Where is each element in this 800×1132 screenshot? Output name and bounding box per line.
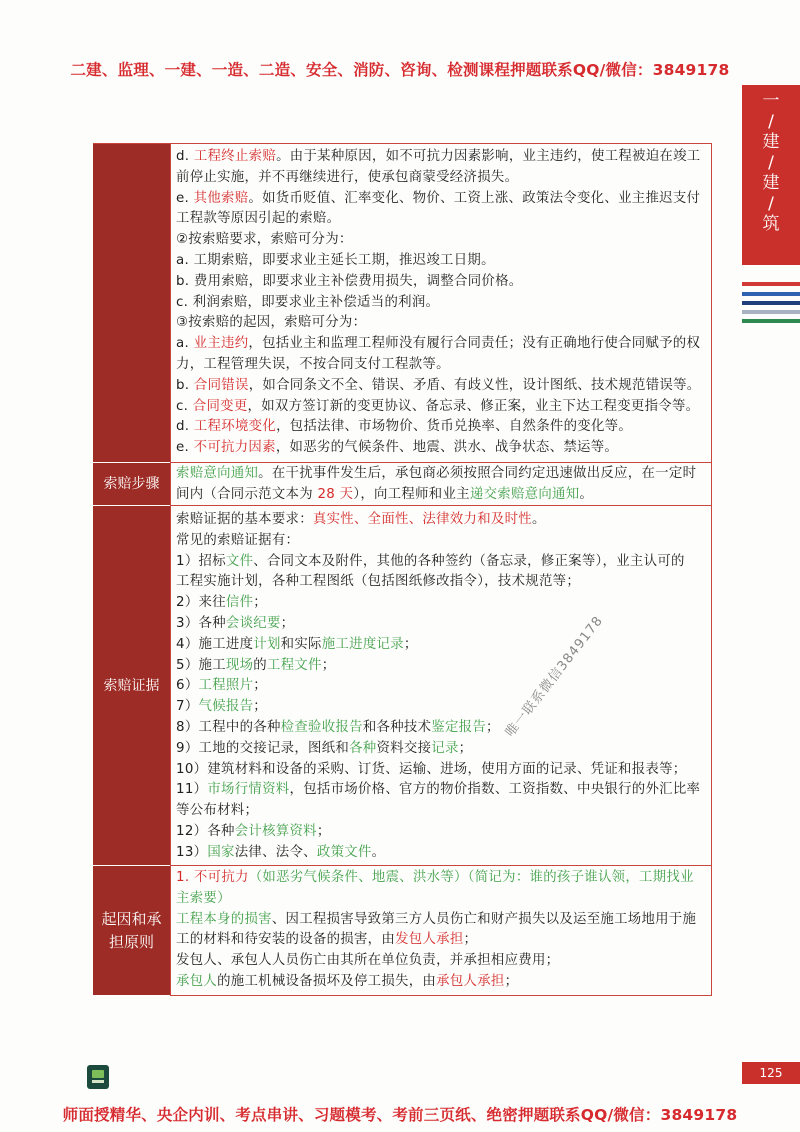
highlight-green-text: 承包人 [176, 973, 218, 989]
row-label-cell [93, 144, 170, 463]
body-text: ，如双方签订新的变更协议、备忘录、修正案，业主下达工程变更指令等。 [247, 398, 700, 414]
body-text: d. [176, 149, 194, 164]
text-line [176, 168, 709, 189]
highlight-green-text: 工程本身的损害 [176, 911, 272, 927]
highlight-red-text: 1. 不可抗力 [176, 870, 249, 885]
text-line [176, 972, 709, 993]
text-line [176, 313, 709, 334]
highlight-green-text: 计划 [253, 636, 281, 652]
body-text: 2）来往 [176, 595, 226, 611]
body-text: 1）招标 [176, 553, 226, 569]
body-text: 13） [176, 844, 208, 860]
body-text: c. 利润索赔，即要求业主补偿适当的利润。 [176, 294, 440, 310]
row-content-cell [170, 463, 712, 506]
body-text: 12）各种 [176, 823, 235, 839]
text-line [176, 676, 709, 697]
text-line [176, 417, 709, 438]
body-text: 3）各种 [176, 615, 226, 631]
body-text: ③按索赔的起因，索赔可分为： [176, 315, 367, 331]
text-line [176, 334, 709, 355]
highlight-green-text: 会谈纪要 [225, 615, 281, 631]
row-label-text: 起因和承 [101, 909, 162, 928]
body-text: 工的材料和待安装的设备的损害，由 [176, 932, 396, 948]
text-line [176, 209, 709, 230]
content-table [93, 143, 712, 996]
text-line [176, 230, 709, 251]
body-text: 法律、法令、 [234, 844, 317, 860]
row-content-cell [170, 144, 712, 463]
side-tab-char: 一 [762, 91, 780, 111]
text-line [176, 552, 709, 573]
side-tab-divider: / [768, 152, 774, 173]
highlight-red-text: 28 天 [317, 486, 354, 502]
highlight-red-text: 其他索赔 [193, 190, 249, 206]
highlight-green-text: 国家 [207, 844, 235, 860]
table-row [93, 506, 712, 866]
highlight-green-text: 递交索赔意向通知 [469, 486, 580, 502]
text-line [176, 718, 709, 739]
decor-stripe-grey [742, 310, 800, 314]
highlight-red-text: 合同错误 [193, 377, 249, 393]
text-line [176, 739, 709, 760]
text-line [176, 189, 709, 210]
body-text: ； [253, 595, 267, 611]
highlight-green-text: 各种 [349, 740, 377, 756]
body-text: 。 [579, 486, 594, 502]
text-line [176, 397, 709, 418]
highlight-green-text: 工程照片 [198, 678, 254, 694]
body-text: b. [176, 377, 194, 393]
body-text: ； [463, 932, 478, 948]
highlight-green-text: 工程文件 [267, 657, 322, 673]
highlight-green-text: 检查验收报告 [280, 719, 363, 735]
body-text: 、合同文本及附件，其他的各种签约（备忘录，修正案等），业主认可的 [253, 553, 685, 569]
body-text: 。在干扰事件发生后，承包商必须按照合同约定迅速做出反应，在一定时 [258, 466, 697, 481]
row-label-text: 担原则 [108, 932, 154, 951]
body-text: ，如恶劣的气候条件、地震、洪水、战争状态、禁运等。 [275, 440, 619, 456]
highlight-red-text: 不可抗力因素 [193, 440, 276, 456]
body-text: ； [280, 615, 295, 631]
text-line [176, 930, 709, 951]
body-text: 8）工程中的各种 [176, 719, 281, 735]
text-line [176, 780, 709, 801]
highlight-green-text: 市场行情资料 [207, 782, 290, 798]
text-line [176, 251, 709, 272]
body-text: 6） [176, 678, 199, 694]
row-content-cell [170, 506, 712, 866]
body-text: e. [176, 440, 194, 456]
side-tab-char: 建 [762, 173, 780, 193]
text-line [176, 593, 709, 614]
body-text: 。 [371, 844, 386, 860]
row-label-text: 索赔步骤 [103, 476, 160, 492]
text-line [176, 614, 709, 635]
highlight-green-text: 会计核算资料 [234, 823, 317, 839]
text-line [176, 889, 709, 910]
highlight-green-text: 现场 [225, 657, 254, 673]
row-label-cell [93, 866, 170, 996]
table-row [93, 463, 712, 506]
text-line [176, 656, 709, 677]
highlight-green-text: 政策文件 [316, 844, 372, 860]
text-line [176, 376, 709, 397]
body-text: ； [253, 699, 267, 715]
body-text: ，如合同条文不全、错误、矛盾、有歧义性，设计图纸、技术规范错误等。 [248, 377, 701, 393]
table-row [93, 866, 712, 996]
highlight-red-text: 工程环境变化 [193, 419, 277, 435]
watermark-text: 唯一联系微信3849178 [502, 613, 607, 740]
body-text: 7） [176, 699, 199, 715]
text-line [176, 635, 709, 656]
highlight-green-text: 鉴定报告 [431, 719, 487, 735]
body-text: 。 [531, 512, 546, 527]
highlight-green-text: 记录 [431, 740, 459, 756]
text-line [176, 355, 709, 376]
row-label-cell [93, 506, 170, 866]
body-text: b. 费用索赔，即要求业主补偿费用损失，调整合同价格。 [176, 273, 523, 289]
text-line [176, 951, 709, 972]
text-line [176, 760, 709, 781]
highlight-green-text: （如恶劣气候条件、地震、洪水等）（简记为：谁的孩子谁认领，工期找业 [248, 870, 694, 885]
text-line [176, 822, 709, 843]
decor-stripe-navy [742, 301, 800, 305]
body-text: ），向工程师和业主 [353, 486, 470, 502]
body-text: 4）施工进度 [176, 636, 254, 652]
text-line [176, 801, 709, 822]
text-line [176, 531, 709, 552]
highlight-green-text: 施工进度记录 [321, 636, 404, 652]
highlight-red-text: 发包人承担 [395, 932, 464, 948]
body-text: 的 [253, 657, 267, 673]
body-text: a. 工期索赔，即要求业主延长工期，推迟竣工日期。 [176, 252, 495, 268]
body-text: 9）工地的交接记录，图纸和 [176, 740, 350, 756]
text-line [176, 868, 709, 889]
row-content-cell [170, 866, 712, 996]
side-tab [742, 85, 800, 265]
body-text: a. [176, 336, 194, 352]
body-text: d. [176, 419, 194, 435]
highlight-green-text: 气候报告 [198, 699, 254, 715]
decor-stripe-green [742, 319, 800, 323]
side-tab-divider: / [768, 111, 774, 132]
text-line [176, 293, 709, 314]
text-line [176, 272, 709, 293]
text-line [176, 697, 709, 718]
body-text: ； [486, 719, 500, 735]
body-text: 的施工机械设备损坏及停工损失，由 [217, 973, 437, 989]
text-line [176, 485, 709, 506]
body-text: 间内（合同示范文本为 [176, 486, 318, 502]
body-text: ，包括市场价格、官方的物价指数、工资指数、中央银行的外汇比率 [289, 782, 701, 798]
side-tab-char: 筑 [762, 214, 780, 234]
body-text: e. [176, 190, 194, 206]
header-banner: 二建、监理、一建、一造、二造、安全、消防、咨询、检测课程押题联系QQ/微信：3849178 [70, 61, 730, 79]
body-text: ； [504, 973, 519, 989]
body-text: c. [176, 398, 193, 414]
highlight-red-text: 业主违约 [193, 336, 249, 352]
body-text: 。由于某种原因，如不可抗力因素影响，业主违约，使工程被迫在竣工 [276, 149, 701, 164]
side-tab-char: 建 [762, 132, 780, 152]
body-text: 索赔证据的基本要求： [176, 512, 313, 527]
body-text: 前停止实施，并不再继续进行，使承包商蒙受经济损失。 [176, 169, 519, 185]
highlight-red-text: 真实性、全面性、法律效力和及时性 [312, 512, 532, 527]
body-text: ； [321, 657, 336, 673]
highlight-green-text: 文件 [225, 553, 254, 569]
body-text: 资料交接 [376, 740, 432, 756]
body-text: ，包括业主和监理工程师没有履行合同责任；没有正确地行使合同赋予的权 [248, 336, 701, 352]
text-line [176, 843, 709, 864]
body-text: 5）施工 [176, 657, 226, 673]
text-line [176, 438, 709, 459]
body-text: 工程实施计划，各种工程图纸（包括图纸修改指令），技术规范等； [176, 574, 581, 590]
decor-stripe-red [742, 282, 800, 286]
highlight-red-text: 工程终止索赔 [193, 149, 277, 164]
row-label-text: 索赔证据 [103, 677, 160, 694]
highlight-green-text: 主索要） [176, 890, 231, 906]
side-tab-divider: / [768, 193, 774, 214]
text-line [176, 510, 709, 531]
highlight-red-text: 承包人承担 [436, 973, 505, 989]
body-text: ； [316, 823, 331, 839]
text-line [176, 572, 709, 593]
body-text: 工程款等原因引起的索赔。 [176, 211, 341, 227]
body-text: ，包括法律、市场物价、货币兑换率、自然条件的变化等。 [276, 419, 633, 435]
table-row [93, 144, 712, 463]
body-text: ； [403, 636, 418, 652]
highlight-green-text: 索赔意向通知 [176, 466, 259, 481]
body-text: 10）建筑材料和设备的采购、订货、运输、进场，使用方面的记录、凭证和报表等； [176, 761, 687, 777]
body-text: 等公布材料； [176, 803, 259, 819]
body-text: 。如货币贬值、汇率变化、物价、工资上涨、政策法令变化、业主推迟支付 [248, 190, 701, 206]
highlight-green-text: 信件 [225, 595, 254, 611]
text-line [176, 147, 709, 168]
text-line [176, 910, 709, 931]
body-text: 和实际 [280, 636, 322, 652]
row-label-cell [93, 463, 170, 506]
footer-banner: 师面授精华、央企内训、考点串讲、习题模考、考前三页纸、绝密押题联系QQ/微信：3849178 [62, 1106, 738, 1124]
body-text: ； [253, 678, 267, 694]
body-text: 发包人、承包人人员伤亡由其所在单位负责，并承担相应费用； [176, 953, 560, 969]
page-number: 125 [742, 1062, 800, 1084]
text-line [176, 464, 709, 485]
body-text: 力，工程管理失误，不按合同支付工程款等。 [176, 356, 450, 372]
body-text: ②按索赔要求，索赔可分为： [176, 232, 353, 248]
body-text: 11） [176, 782, 208, 798]
highlight-red-text: 合同变更 [192, 398, 248, 414]
body-text: 和各种技术 [362, 719, 432, 735]
body-text: ； [458, 740, 473, 756]
body-text: 常见的索赔证据有： [176, 532, 300, 548]
publisher-logo-icon [87, 1065, 109, 1089]
body-text: 、因工程损害导致第三方人员伤亡和财产损失以及运至施工场地用于施 [271, 911, 697, 927]
decor-stripe-blue [742, 292, 800, 296]
